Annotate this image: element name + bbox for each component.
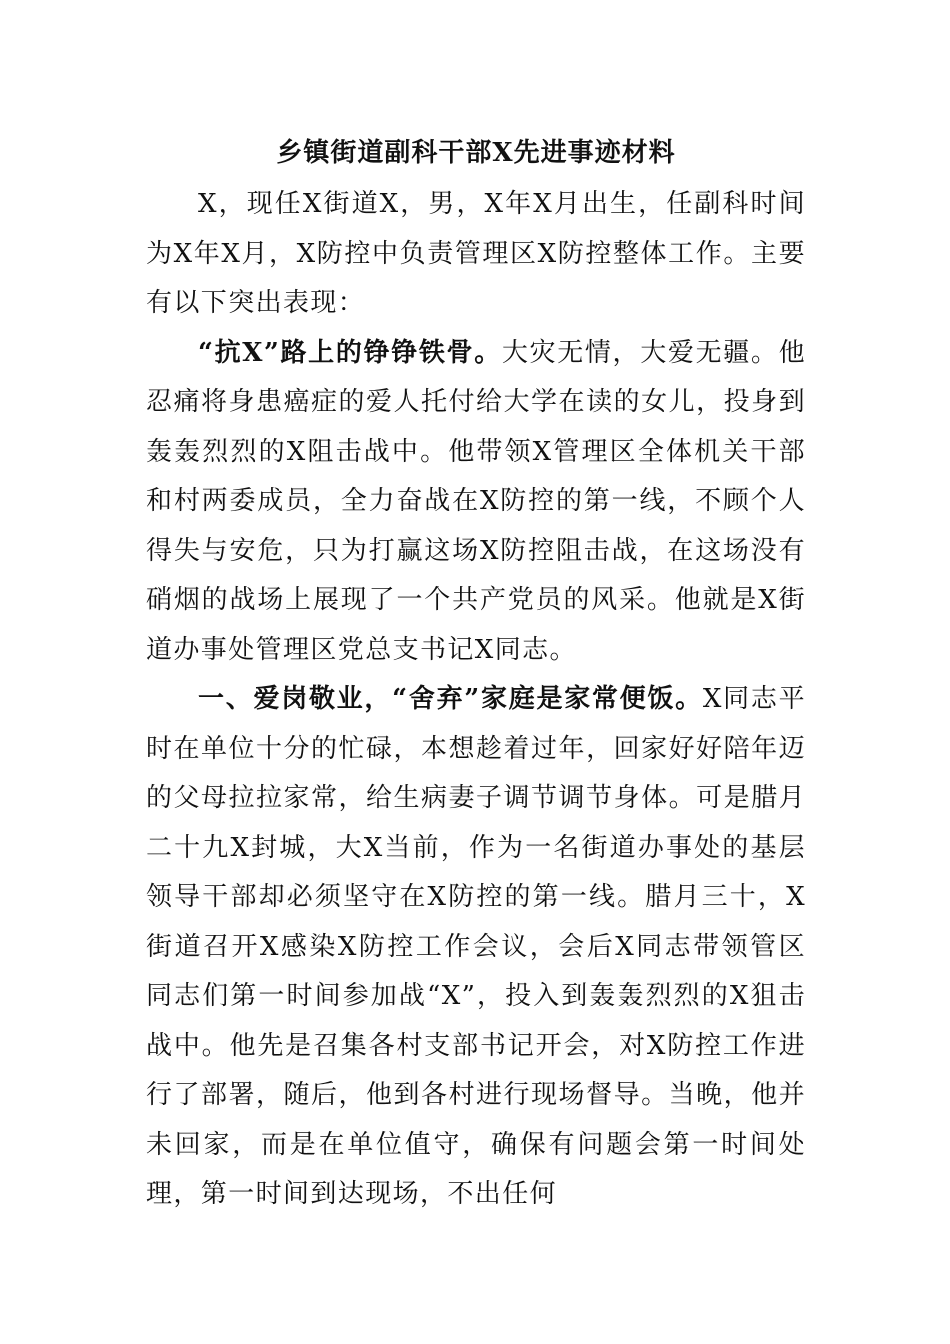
document-page bbox=[146, 128, 806, 1220]
section-one-heading: 一、爱岗敬业，“舍弃”家庭是家常便饭。 bbox=[198, 684, 703, 714]
document-title: 乡镇街道副科干部X先进事迹材料 bbox=[276, 138, 676, 168]
section-zero-heading: “抗X”路上的铮铮铁骨。 bbox=[198, 337, 502, 368]
section-one-paragraph bbox=[146, 675, 806, 1220]
section-one-body: X同志平时在单位十分的忙碌，本想趁着过年，回家好好陪年迈的父母拉拉家常，给生病妻子调节调节身体。可是腊月二十九X封城，大X当前，作为一名街道办事处的基层领导干部却必须坚守在X防控的第一线。腊月三十，X街道召开X感染X防控工作会议，会后X同志带领管区同志们第一时间参加战“X”，投入到轰轰烈烈的X狙击战中。他先是召集各村支部书记开会，对X防控工作进行了部署，随后，他到各村进行现场督导。当晚，他并未回家，而是在单位值守，确保有问题会第一时间处理，第一时间到达现场，不出任何 bbox=[146, 684, 806, 1209]
intro-paragraph: X，现任X街道X，男，X年X月出生，任副科时间为X年X月，X防控中负责管理区X防控整体工作。主要有以下突出表现： bbox=[146, 189, 806, 318]
section-zero-paragraph bbox=[146, 329, 806, 676]
section-zero-body: 大灾无情，大爱无疆。他忍痛将身患癌症的爱人托付给大学在读的女儿，投身到轰轰烈烈的X阻击战中。他带领X管理区全体机关干部和村两委成员，全力奋战在X防控的第一线，不顾个人得失与安危，只为打赢这场X防控阻击战，在这场没有硝烟的战场上展现了一个共产党员的风采。他就是X街道办事处管理区党总支书记X同志。 bbox=[146, 337, 806, 665]
